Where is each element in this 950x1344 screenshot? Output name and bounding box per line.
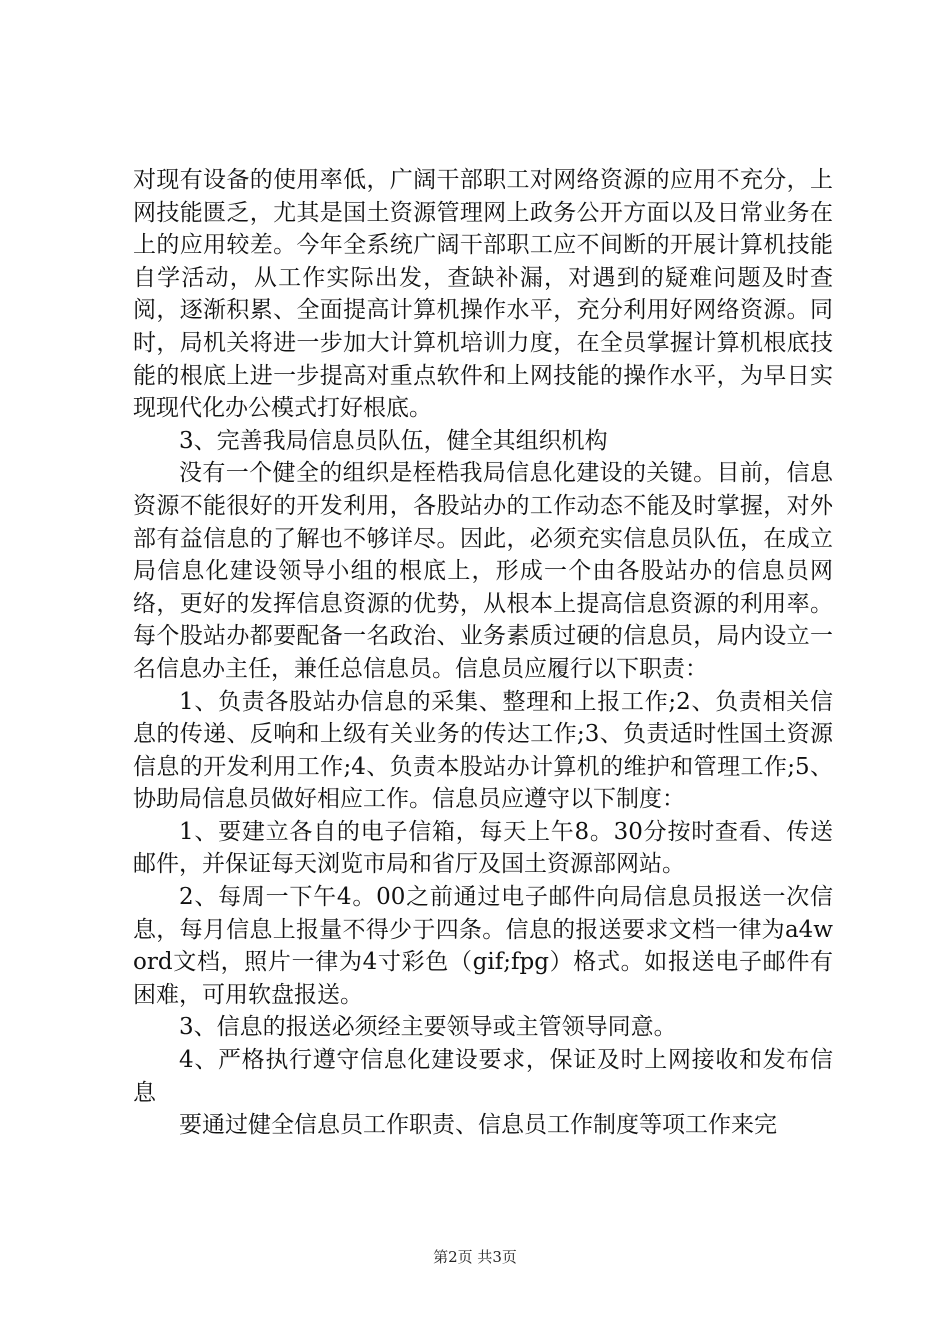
paragraph-duties: 1、负责各股站办信息的采集、整理和上报工作;2、负责相关信息的传递、反响和上级有关业务的传达工作;3、负责适时性国土资源信息的开发利用工作;4、负责本股站办计算机的维护和管理工作;5、协助局信息员做好相应工作。信息员应遵守以下制度： [133, 688, 833, 813]
rule-item-2: 2、每周一下午4。00之前通过电子邮件向局信息员报送一次信息，每月信息上报量不得少于四条。信息的报送要求文档一律为a4word文档，照片一律为4寸彩色（gif;fpg）格式。如报送电子邮件有困难，可用软盘报送。 [133, 884, 833, 1008]
rule-item-4: 4、严格执行遵守信息化建设要求，保证及时上网接收和发布信息 [133, 1047, 833, 1106]
document-body [133, 164, 833, 1142]
rule-item-1: 1、要建立各自的电子信箱，每天上午8。30分按时查看、传送邮件，并保证每天浏览市局和省厅及国土资源部网站。 [133, 818, 833, 878]
section-heading: 3、完善我局信息员队伍，健全其组织机构 [179, 427, 608, 454]
rule-item-3: 3、信息的报送必须经主要领导或主管领导同意。 [179, 1014, 677, 1041]
page-number-footer: 第2页 共3页 [433, 1248, 517, 1266]
paragraph-continued: 对现有设备的使用率低，广阔干部职工对网络资源的应用不充分，上网技能匮乏，尤其是国土资源管理网上政务公开方面以及日常业务在上的应用较差。今年全系统广阔干部职工应不间断的开展计算机技能自学活动，从工作实际出发，查缺补漏，对遇到的疑难问题及时查阅，逐渐积累、全面提高计算机操作水平，充分利用好网络资源。同时，局机关将进一步加大计算机培训力度，在全员掌握计算机根底技能的根底上进一步提高对重点软件和上网技能的操作水平，为早日实现现代化办公模式打好根底。 [133, 167, 833, 422]
paragraph: 没有一个健全的组织是桎梏我局信息化建设的关键。目前，信息资源不能很好的开发利用，各股站办的工作动态不能及时掌握，对外部有益信息的了解也不够详尽。因此，必须充实信息员队伍，在成立局信息化建设领导小组的根底上，形成一个由各股站办的信息员网络，更好的发挥信息资源的优势，从根本上提高信息资源的利用率。每个股站办都要配备一名政治、业务素质过硬的信息员，局内设立一名信息办主任，兼任总信息员。信息员应履行以下职责： [133, 460, 833, 682]
paragraph-closing: 要通过健全信息员工作职责、信息员工作制度等项工作来完 [179, 1112, 777, 1139]
